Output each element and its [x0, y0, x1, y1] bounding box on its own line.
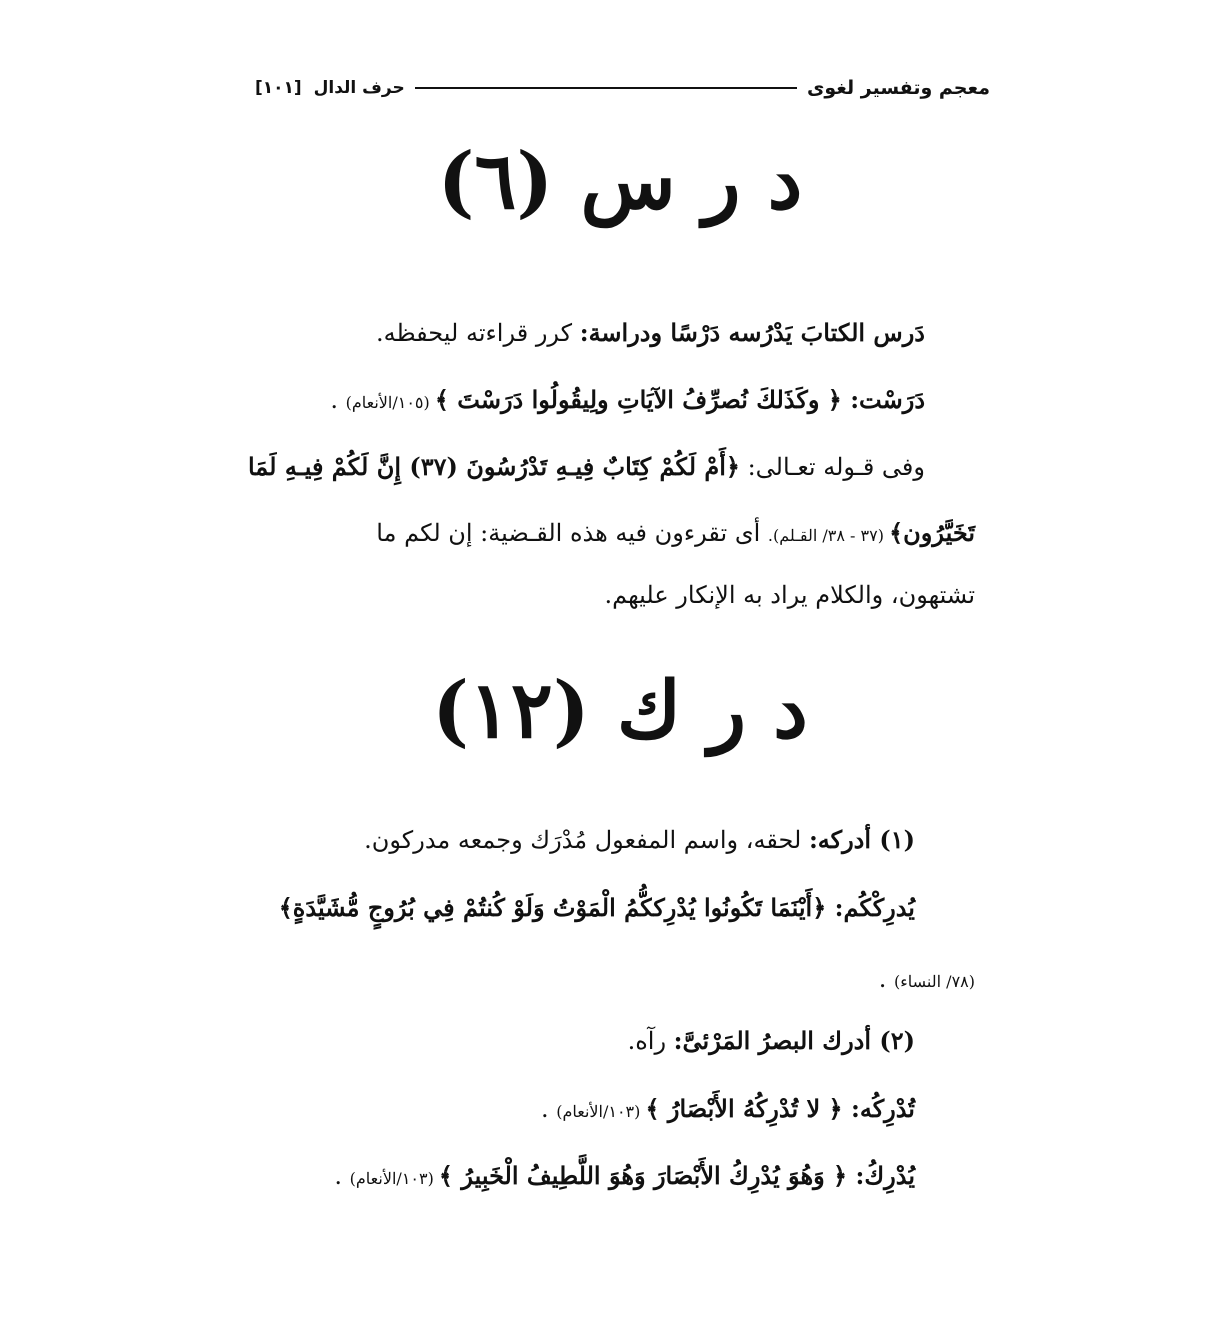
quran-quote: ﴿أَمْ لَكُمْ كِتَابٌ فِيـهِ تَدْرُسُونَ (٣٧) إِنَّ لَكُمْ فِيـهِ لَمَا [247, 452, 740, 481]
headword: (٢) أدرك البصرُ المَرْئىَّ: [673, 1026, 915, 1055]
headword: يُدرِكْكُم: [834, 893, 915, 922]
text-line [376, 517, 975, 549]
headword: دَرَسْت: [850, 385, 925, 414]
text-line [879, 964, 975, 995]
text-line [628, 1025, 915, 1057]
section-name: حرف الدال [313, 78, 405, 98]
line-end: . [878, 965, 895, 993]
section-title [255, 78, 405, 98]
verse-reference: (١٠٣/الأنعام) [556, 1102, 646, 1121]
entry-title: د ر س (٦) [437, 136, 803, 227]
definition: رآه. [627, 1027, 674, 1055]
line-end: . [330, 386, 346, 414]
verse-reference: (٧٨/ النساء) [894, 972, 975, 991]
headword: تُدْرِكُه: [850, 1094, 915, 1123]
body-text: أى تقرءون فيه هذه القـضية: إن لكم ما [376, 519, 768, 547]
headword: دَرس الكتابَ يَدْرُسه دَرْسًا ودراسة: [579, 318, 925, 347]
text-line [248, 451, 925, 483]
definition: كرر قراءته ليحفظه. [375, 319, 580, 347]
quran-quote: ﴿ وكَذَلكَ نُصرِّفُ الآيَاتِ ولِيقُولُوا دَرَسْتَ ﴾ [434, 385, 851, 414]
verse-reference: (٣٧ - ٣٨/ القـلم). [767, 526, 890, 545]
text-line [330, 384, 925, 416]
text-line [541, 1093, 915, 1125]
verse-reference: (١٠٥/الأنعام) [345, 393, 435, 412]
header-rule [415, 87, 797, 89]
quran-quote: تَخَيَّرُون﴾ [889, 518, 975, 547]
quran-quote: ﴿ لا تُدْرِكُهُ الأَبْصَارُ ﴾ [645, 1094, 851, 1123]
text-line [279, 892, 915, 924]
quran-quote: ﴿أَيْنَمَا تَكُونُوا يُدْرِككُّمُ الْمَوْتُ وَلَوْ كُنتُمْ فِي بُرُوجٍ مُّشَيَّدَةٍ﴾ [278, 893, 835, 922]
line-end: . [334, 1162, 350, 1190]
text-line [334, 1160, 915, 1192]
running-header [255, 70, 990, 106]
headword: (١) أدركه: [808, 825, 915, 854]
book-title: معجم وتفسير لغوى [806, 77, 990, 99]
text-line [605, 580, 976, 611]
text-line [376, 317, 925, 349]
page-number: [١٠١] [255, 78, 302, 98]
entry-title: د ر ك (١٢) [432, 665, 808, 756]
headword: يُدْرِكُ: [855, 1161, 915, 1190]
definition: لحقه، واسم المفعول مُدْرَك وجمعه مدركون. [364, 826, 809, 854]
body-text: وفى قـوله تعـالى: [739, 453, 925, 481]
text-line [364, 824, 915, 856]
line-end: . [540, 1095, 557, 1123]
verse-reference: (١٠٣/الأنعام) [349, 1169, 439, 1188]
body-text: تشتهون، والكلام يراد به الإنكار عليهم. [604, 581, 975, 609]
quran-quote: ﴿ وَهُوَ يُدْرِكُ الأَبْصَارَ وَهُوَ اللَّطِيفُ الْخَبِيرُ ﴾ [438, 1161, 856, 1190]
